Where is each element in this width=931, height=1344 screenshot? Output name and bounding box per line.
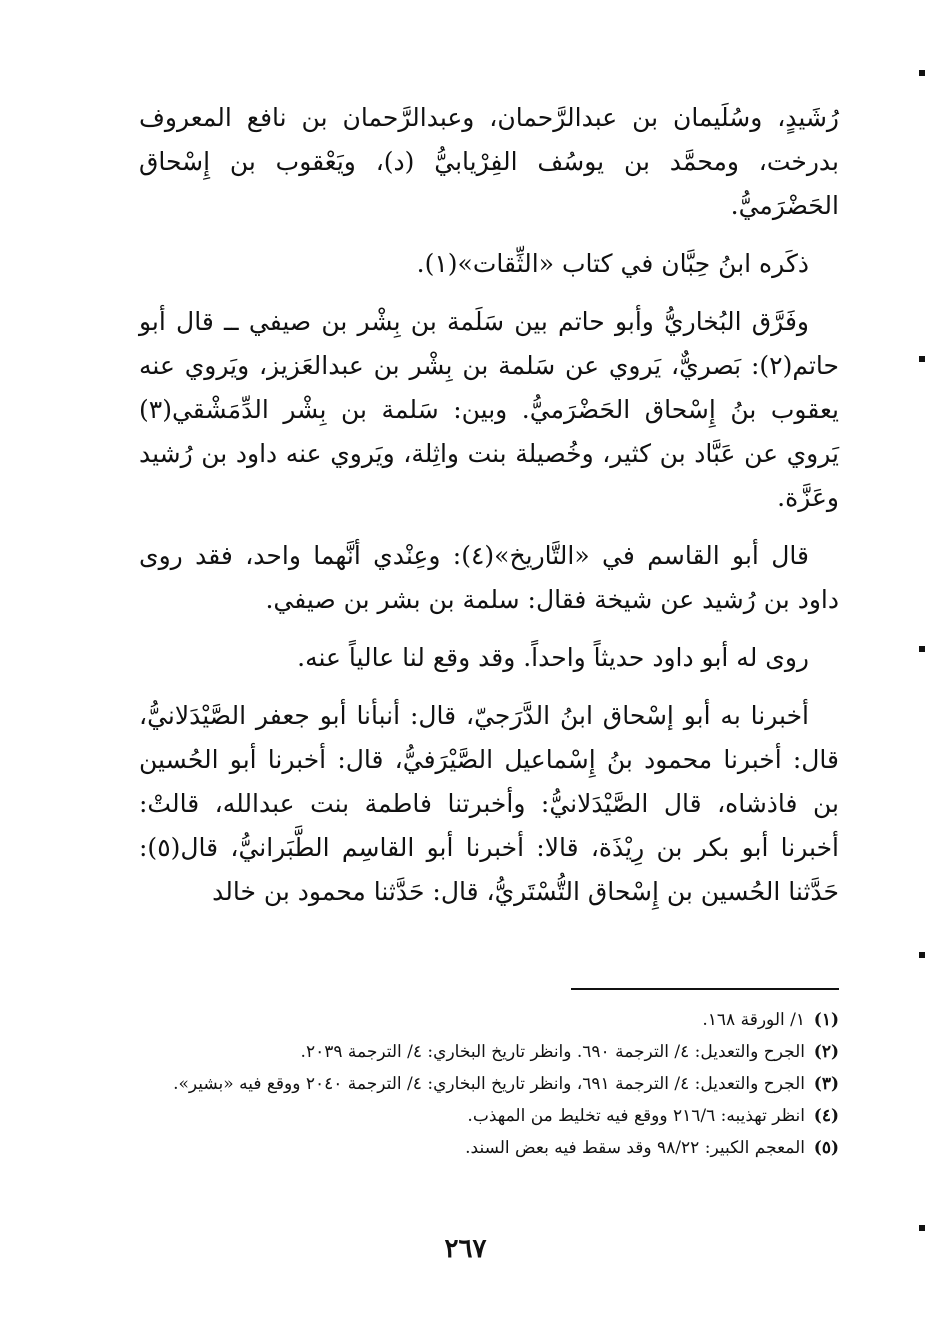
footnote-text: انظر تهذيبه: ٢١٦/٦ ووقع فيه تخليط من المهذب. [467,1106,805,1126]
margin-mark [919,356,925,362]
footnote-number: (٥) [813,1138,839,1158]
footnotes [139,1006,839,1166]
footnote [139,1134,839,1162]
paragraph: وفَرَّق البُخاريُّ وأبو حاتم بين سَلَمة بن بِشْر بن صيفي ــ قال أبو حاتم(٢): بَصريٌّ، يَروي عن سَلمة بن بِشْر بن عبدالعَزيز، ويَروي عنه يعقوب بنُ إِسْحاق الحَضْرَميُّ. وبين: سَلمة بن بِشْر الدِّمَشْقي(٣) يَروي عن عَبَّاد بن كثير، وخُصيلة بنت واثِلة، ويَروي عنه داود بن رُشيد وعَزَّة. [139,307,839,512]
footnote [139,1038,839,1066]
main-text [139,96,839,928]
footnote-separator [571,988,839,990]
footnote [139,1070,839,1098]
margin-mark [919,70,925,76]
margin-mark [919,952,925,958]
footnote-text: ١/ الورقة ١٦٨. [702,1010,805,1030]
paragraph: ذكَره ابنُ حِبَّان في كتاب «الثِّقات»(١). [416,249,809,278]
page-number: ٢٦٧ [444,1234,487,1264]
footnote-number: (٢) [813,1042,839,1062]
footnote [139,1006,839,1034]
footnote-text: الجرح والتعديل: ٤/ الترجمة ٦٩٠. وانظر تاريخ البخاري: ٤/ الترجمة ٢٠٣٩. [300,1042,805,1062]
footnote [139,1102,839,1130]
paragraph: أخبرنا به أبو إسْحاق ابنُ الدَّرَجيّ، قال: أنبأنا أبو جعفر الصَّيْدَلانيُّ، قال: أخبرنا محمود بنُ إِسْماعيل الصَّيْرَفيُّ، قال: أخبرنا أبو الحُسين بن فاذشاه، قال الصَّيْدَلانيُّ: وأخبرتنا فاطمة بنت عبدالله، قالتْ: أخبرنا أبو بكر بن رِيْذَة، قالا: أخبرنا أبو القاسِم الطَّبَرانيُّ، قال(٥): حَدَّثنا الحُسين بن إِسْحاق التُّسْتَريُّ، قال: حَدَّثنا محمود بن خالد [139,701,839,906]
footnote-number: (٤) [813,1106,839,1126]
margin-mark [919,646,925,652]
paragraph: روى له أبو داود حديثاً واحداً. وقد وقع لنا عالياً عنه. [297,643,809,672]
footnote-number: (٣) [813,1074,839,1094]
paragraph: قال أبو القاسم في «التَّاريخ»(٤): وعِنْدي أنَّهما واحد، فقد روى داود بن رُشيد عن شيخة فقال: سلمة بن بشر بن صيفي. [139,541,839,614]
footnote-number: (١) [813,1010,839,1030]
footnote-text: المعجم الكبير: ٩٨/٢٢ وقد سقط فيه بعض السند. [465,1138,805,1158]
paragraph: رُشَيدٍ، وسُلَيمان بن عبدالرَّحمان، وعبدالرَّحمان بن نافع المعروف بدرخت، ومحمَّد بن يوسُف الفِرْيابيُّ (د)، ويَعْقوب بن إِسْحاق الحَضْرَميُّ. [139,103,839,220]
footnote-text: الجرح والتعديل: ٤/ الترجمة ٦٩١، وانظر تاريخ البخاري: ٤/ الترجمة ٢٠٤٠ ووقع فيه «بشير». [173,1074,805,1094]
margin-mark [919,1225,925,1231]
